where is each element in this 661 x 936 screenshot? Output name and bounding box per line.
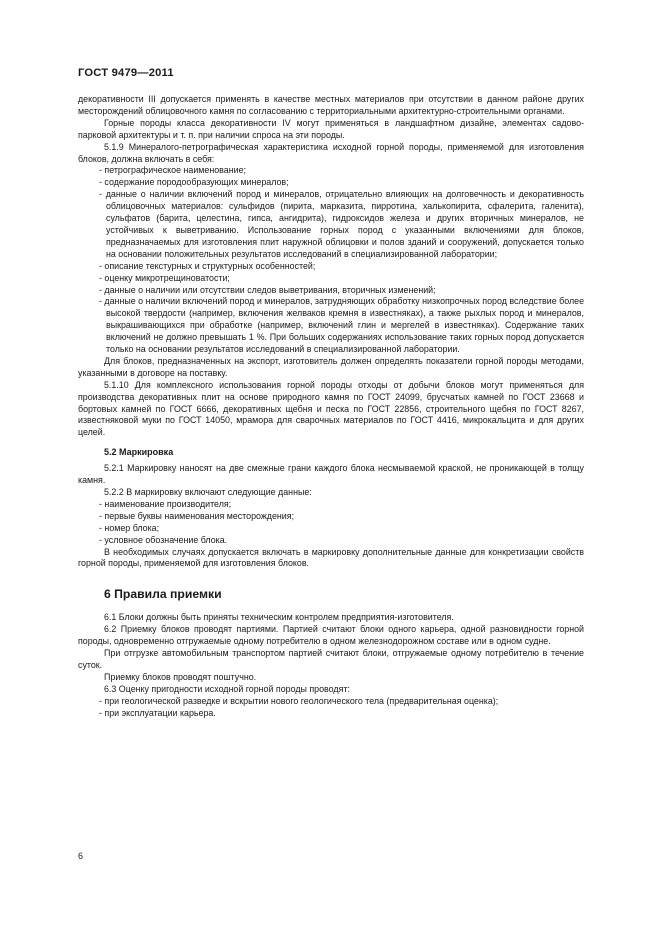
subsection-heading-marking: 5.2 Маркировка	[104, 447, 174, 458]
document-header: ГОСТ 9479—2011	[78, 67, 174, 79]
clause-6-2: 6.2 Приемку блоков проводят партиями. Партией считают блоки одного карьера, одной разновидности горной породы, одновременно отгружаемые одному потребителю в одном железнодорожном составе или в одном судне.	[78, 624, 584, 647]
paragraph-export: Для блоков, предназначенных на экспорт, изготовитель должен определять показатели горной породы методами, указанными в договоре на поставку.	[78, 355, 584, 378]
paragraph-continuation: декоративности III допускается применять в качестве местных материалов при отсутствии в данном районе других месторождений облицовочного камня по согласованию с территориальными архитектурно-строительными органами.	[78, 94, 584, 116]
paragraph-road-transport: При отгрузке автомобильным транспортом партией считают блоки, отгружаемые одному потребителю в течение суток.	[78, 648, 584, 670]
list-item: - при геологической разведке и вскрытии нового геологического тела (предварительная оценка);	[99, 695, 499, 706]
list-item: - содержание породообразующих минералов;	[99, 177, 289, 188]
list-item: - петрографическое наименование;	[99, 165, 246, 176]
list-item: - номер блока;	[99, 522, 160, 533]
document-body	[78, 94, 584, 720]
list-item: - условное обозначение блока.	[99, 534, 228, 545]
list-item: - наименование производителя;	[99, 498, 232, 509]
clause-6-1: 6.1 Блоки должны быть приняты техническим контролем предприятия-изготовителя.	[104, 612, 454, 623]
clause-5-2-1: 5.2.1 Маркировку наносят на две смежные грани каждого блока несмываемой краской, не проникающей в толщу камня.	[78, 463, 584, 486]
list-item: - первые буквы наименования месторождения;	[99, 510, 295, 521]
list-item: - оценку микротрещиноватости;	[99, 272, 230, 283]
list-item: - при эксплуатации карьера.	[99, 707, 216, 718]
clause-6-3: 6.3 Оценку пригодности исходной горной породы проводят:	[104, 683, 350, 694]
list-item: - данные о наличии включений пород и минералов, затрудняющих обработку низкопрочных пород вследствие более высокой твердости (например, включения желваков кремня в известняках), а также рыхлых пород и минералов, выкрашивающихся при обработке (например, включений глин и мергелей в известняках). Содержание таких включений не должно превышать 1 %. При больших содержаниях использование таких горных пород допускается только на основании результатов исследований в специализированной лаборатории.	[99, 296, 584, 355]
paragraph-piecewise: Приемку блоков проводят поштучно.	[104, 671, 257, 682]
section-heading-acceptance: 6 Правила приемки	[104, 587, 222, 602]
list-item: - описание текстурных и структурных особенностей;	[99, 260, 316, 271]
clause-5-1-10: 5.1.10 Для комплексного использования горной породы отходы от добычи блоков могут применяться для производства декоративных плит на основе природного камня по ГОСТ 24099, брусчатых камней по ГОСТ 23668 и бортовых камней по ГОСТ 6666, декоративных щебня и песка по ГОСТ 22856, строительного щебня по ГОСТ 8267, известняковой муки по ГОСТ 14050, мрамора для сварочных материалов по ГОСТ 4416, микрокальцита и для других целей.	[78, 379, 584, 438]
list-item: - данные о наличии включений пород и минералов, отрицательно влияющих на долговечность и декоративность облицовочных материалов: сульфидов (пирита, марказита, пирротина, халькопирита, сфалерита, галенита), сульфатов (барита, целестина, гипса, ангидрита), гидроксидов железа и других вторичных минералов, не устойчивых к выветриванию. Использование горных пород с указанными включениями для блоков, предназначаемых для изготовления плит наружной облицовки и полов зданий и сооружений, допускается только на основании положительных результатов исследований в специализированной лаборатории;	[99, 189, 584, 259]
paragraph-class-iv: Горные породы класса декоративности IV могут применяться в ландшафтном дизайне, элементах садово-парковой архитектуры и т. п. при наличии спроса на эти породы.	[78, 117, 584, 140]
paragraph-additional-marking: В необходимых случаях допускается включать в маркировку дополнительные данные для конкретизации свойств горной породы, применяемой для изготовления блоков.	[78, 546, 584, 569]
clause-5-1-9: 5.1.9 Минералого-петрографическая характеристика исходной горной породы, применяемой для изготовления блоков, должна включать в себя:	[78, 141, 584, 164]
page-number: 6	[78, 851, 84, 861]
list-item: - данные о наличии или отсутствии следов выветривания, вторичных изменений;	[99, 284, 436, 295]
clause-5-2-2: 5.2.2 В маркировку включают следующие данные:	[104, 487, 312, 497]
